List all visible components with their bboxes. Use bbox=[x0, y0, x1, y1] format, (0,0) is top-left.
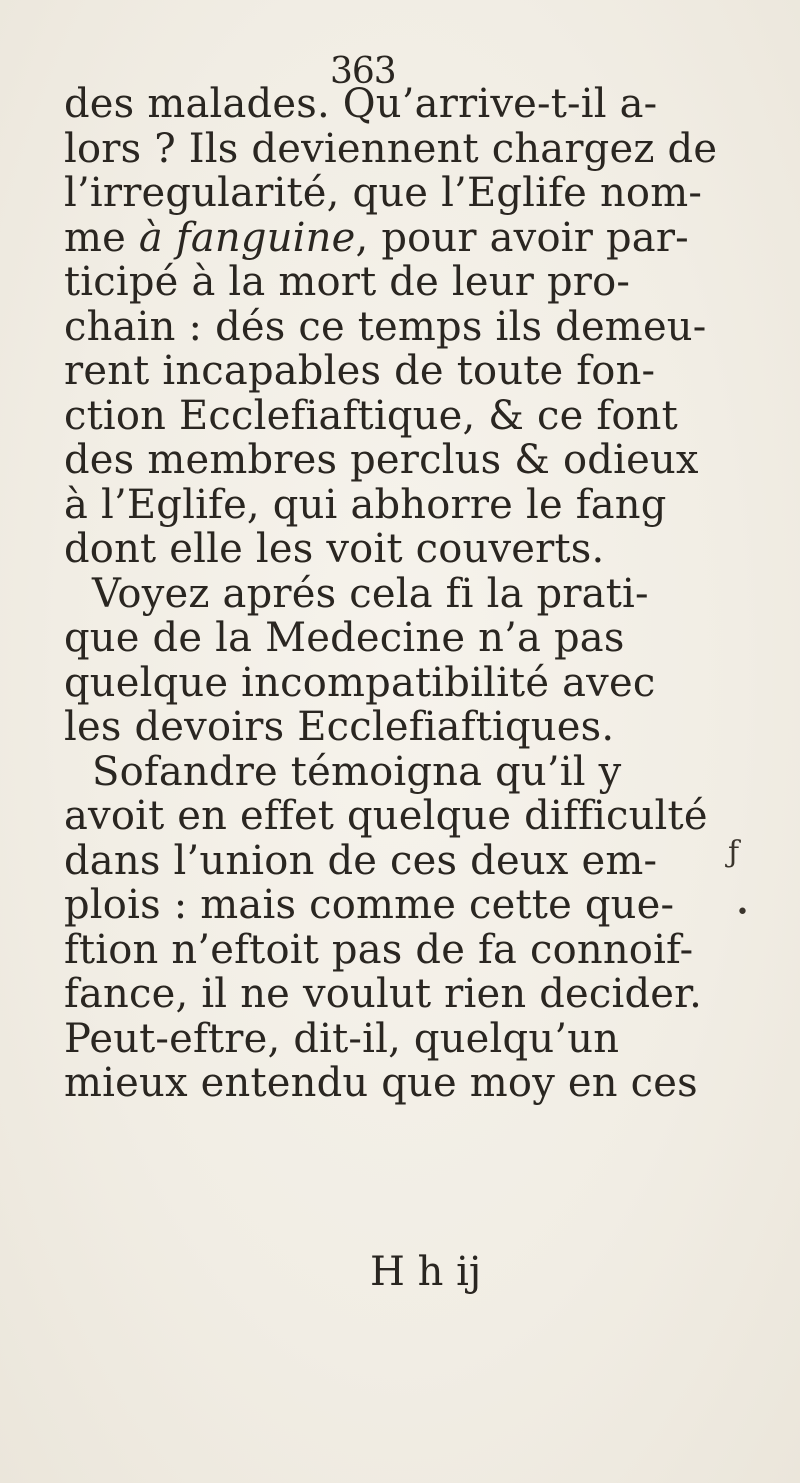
text-line: dans l’union de ces deux em- bbox=[64, 837, 658, 884]
text-line: quelque incompatibilité avec bbox=[64, 659, 656, 706]
italic-term: à fanguine bbox=[138, 214, 356, 261]
text-line-with-italic bbox=[64, 214, 689, 261]
text-line: des malades. Qu’arrive-t-il a- bbox=[64, 81, 658, 127]
text-line: rent incapables de toute fon- bbox=[64, 348, 656, 394]
text-line: ftion n’eftoit pas de fa connoif- bbox=[64, 926, 694, 973]
text-line: l’irregularité, que l’Eglife nom- bbox=[64, 170, 703, 216]
margin-ink-mark: • bbox=[736, 900, 749, 925]
text-line: mieux entendu que moy en ces bbox=[64, 1060, 698, 1106]
text-line: dont elle les voit couverts. bbox=[64, 526, 605, 572]
text-line: ction Ecclefiaftique, & ce font bbox=[64, 392, 678, 439]
text-line: chain : dés ce temps ils demeu- bbox=[64, 303, 707, 350]
text-segment: me bbox=[64, 214, 139, 261]
page-number: 363 bbox=[330, 51, 396, 92]
body-text bbox=[64, 81, 718, 1106]
text-line: lors ? Ils deviennent chargez de bbox=[64, 125, 718, 172]
text-line: les devoirs Ecclefiaftiques. bbox=[64, 704, 615, 750]
text-segment: , pour avoir par- bbox=[355, 214, 689, 261]
text-line: Peut-eftre, dit-il, quelqu’un bbox=[64, 1015, 620, 1062]
text-line: à l’Eglife, qui abhorre le fang bbox=[64, 481, 667, 528]
text-line: que de la Medecine n’a pas bbox=[64, 615, 625, 661]
text-line: des membres perclus & odieux bbox=[64, 437, 699, 483]
paragraph-start-line: Sofandre témoigna qu’il y bbox=[92, 748, 622, 795]
signature-mark: H h ij bbox=[370, 1249, 482, 1295]
text-line: avoit en effet quelque difficulté bbox=[64, 793, 708, 839]
paragraph-start-line: Voyez aprés cela fi la prati- bbox=[92, 570, 649, 617]
text-line: ticipé à la mort de leur pro- bbox=[64, 259, 631, 305]
margin-ink-mark: ƒ bbox=[728, 835, 740, 870]
text-line: fance, il ne voulut rien decider. bbox=[64, 971, 703, 1017]
text-line: plois : mais comme cette que- bbox=[64, 882, 675, 928]
